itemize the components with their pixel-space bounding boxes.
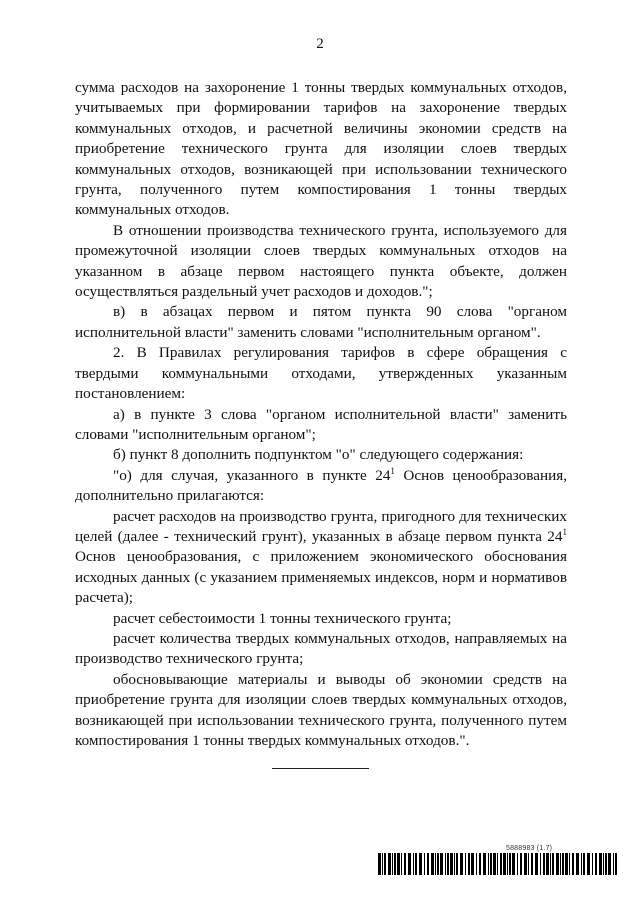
paragraph-ground-calculation: [75, 507, 567, 609]
ground-text-end: Основ ценообразования, с приложением экономического обоснования исходных данных (с указанием применяемых индексов, норм и нормативов расчета);: [75, 548, 567, 607]
paragraph: В отношении производства технического грунта, используемого для промежуточной изоляции слоев твердых коммунальных отходов на указанном в абзаце первом настоящего пункта объекте, должен осуществляться раздельный учет расходов и доходов.";: [75, 221, 567, 301]
document-body: [75, 78, 567, 751]
barcode-number: 5888983 (1.7): [506, 845, 553, 852]
paragraph-item-o: [75, 466, 567, 507]
list-item: обосновывающие материалы и выводы об экономии средств на приобретение грунта для изоляции слоев твердых коммунальных отходов, возникающей при использовании технического грунта, полученного путем компостирования 1 тонны твердых коммунальных отходов.".: [75, 670, 567, 749]
end-separator-line: [272, 768, 369, 769]
ground-superscript: 1: [562, 526, 567, 537]
item-o-superscript: 1: [390, 465, 395, 476]
paragraph: б) пункт 8 дополнить подпунктом "о" следующего содержания:: [113, 446, 524, 464]
paragraph: 2. В Правилах регулирования тарифов в сфере обращения с твердыми коммунальными отходами, утвержденных указанным постановлением:: [75, 344, 567, 403]
page-number: 2: [316, 36, 324, 52]
paragraph: в) в абзацах первом и пятом пункта 90 слова "органом исполнительной власти" заменить словами "исполнительным органом".: [75, 303, 567, 341]
ground-text: расчет расходов на производство грунта, пригодного для технических целей (далее - технический грунт), указанных в абзаце первом пункта 24: [75, 507, 567, 545]
paragraph: сумма расходов на захоронение 1 тонны твердых коммунальных отходов, учитываемых при формировании тарифов на захоронение твердых коммунальных отходов, и расчетной величины экономии средств на приобретение технического грунта для изоляции слоев твердых коммунальных отходов, возникающей при использовании технического грунта, полученного путем компостирования 1 тонны твердых коммунальных отходов.: [75, 79, 567, 219]
list-item: расчет себестоимости 1 тонны технического грунта;: [113, 609, 452, 627]
item-o-text: "о) для случая, указанного в пункте 24: [113, 466, 391, 484]
list-item: расчет количества твердых коммунальных отходов, направляемых на производство технического грунта;: [75, 629, 567, 668]
paragraph: а) в пункте 3 слова "органом исполнительной власти" заменить словами "исполнительным органом";: [75, 405, 567, 443]
item-o-text-end: Основ ценообразования, дополнительно прилагаются:: [75, 466, 567, 505]
barcode: [378, 853, 618, 875]
